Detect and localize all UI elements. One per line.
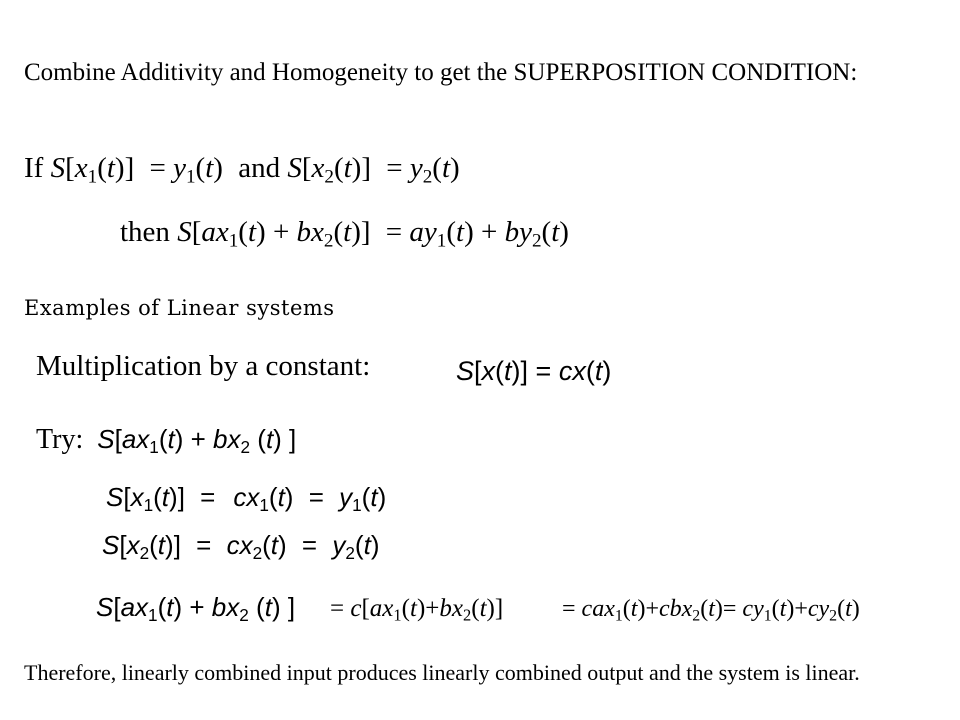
and-word: and <box>238 152 281 184</box>
system-definition: S[x(t)] = cx(t) <box>456 356 612 386</box>
try-expression: $S[ax_1(t) + bx_2$ (t) ] <box>97 424 297 457</box>
combined-result: = $cax_1(t)+cbx_2(t)= cy_1(t)+cy_2(t)$ <box>562 596 860 625</box>
try-statement <box>36 424 297 457</box>
then-word: then <box>120 216 170 248</box>
equation-x1: $S[x_1(t)] = cx_1(t) = y_1(t)$ <box>106 482 387 515</box>
combined-lhs: $S[ax_1(t) + bx_2$ (t) ] <box>96 592 296 625</box>
examples-title: Examples of Linear systems <box>24 296 335 320</box>
if-word: If <box>24 152 44 184</box>
try-label: Try: <box>36 424 84 455</box>
heading: Combine Additivity and Homogeneity to get the SUPERPOSITION CONDITION: <box>24 59 858 86</box>
superposition-then-statement: then $S[ax_1(t) + bx_2(t)] = ay_1(t) + by_2(t)$ <box>120 216 569 252</box>
conclusion: Therefore, linearly combined input produces linearly combined output and the system is linear. <box>24 660 860 685</box>
combined-middle: = $c[ax_1(t)+bx_2(t)]$ <box>330 595 504 625</box>
superposition-if-statement: If $S[x_1(t)] = y_1(t)$ and $S[x_2(t)] = y_2(t)$ <box>24 152 460 188</box>
equation-x2: $S[x_2(t)] = cx_2(t) = y_2(t)$ <box>102 530 380 563</box>
multiplication-label: Multiplication by a constant: <box>36 350 371 382</box>
